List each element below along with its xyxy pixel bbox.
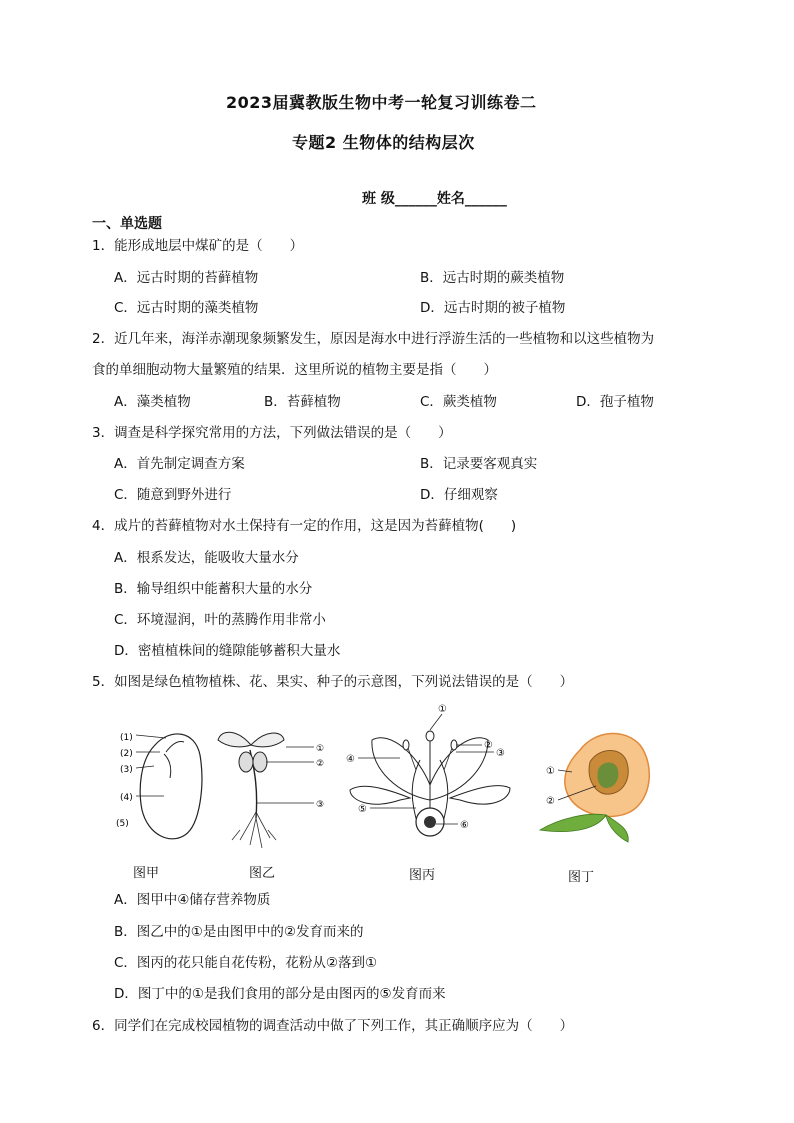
question-1-option-d: D．远古时期的被子植物	[420, 300, 566, 316]
seed-diagram	[116, 733, 202, 839]
question-1-option-b: B．远古时期的蕨类植物	[420, 270, 565, 286]
svg-text:②: ②	[546, 796, 555, 807]
svg-text:(4): (4)	[120, 793, 133, 803]
question-5-figure	[100, 700, 660, 860]
page-title: 2023届冀教版生物中考一轮复习训练卷二	[226, 93, 537, 112]
class-name-line: 班 级______姓名______	[362, 191, 507, 207]
question-5-stem: 5．如图是绿色植物植株、花、果实、种子的示意图，下列说法错误的是（ ）	[92, 674, 574, 690]
question-1-option-c: C．远古时期的藻类植物	[114, 300, 259, 316]
svg-text:①: ①	[316, 744, 325, 754]
svg-text:(2): (2)	[120, 749, 133, 759]
svg-text:③: ③	[496, 748, 505, 759]
question-5-option-a: A．图甲中④储存营养物质	[114, 892, 271, 908]
svg-text:(3): (3)	[120, 765, 133, 775]
question-4-stem: 4．成片的苔藓植物对水土保持有一定的作用，这是因为苔藓植物( )	[92, 518, 517, 534]
question-4-option-c: C．环境湿润，叶的蒸腾作用非常小	[114, 612, 326, 628]
question-3-option-c: C．随意到野外进行	[114, 487, 232, 503]
question-2-option-c: C．蕨类植物	[420, 394, 497, 410]
figure-label-yi: 图乙	[249, 866, 276, 881]
question-6-stem: 6．同学们在完成校园植物的调查活动中做了下列工作，其正确顺序应为（ ）	[92, 1018, 574, 1034]
svg-text:①: ①	[438, 704, 447, 715]
question-3-option-d: D．仔细观察	[420, 487, 498, 503]
figure-label-ding: 图丁	[568, 870, 595, 885]
question-3-stem: 3．调查是科学探究常用的方法，下列做法错误的是（ ）	[92, 425, 452, 441]
svg-text:①: ①	[546, 766, 555, 777]
question-4-option-b: B．输导组织中能蓄积大量的水分	[114, 581, 313, 597]
question-2-option-d: D．孢子植物	[576, 394, 654, 410]
question-2-option-b: B．苔藓植物	[264, 394, 341, 410]
svg-text:(5): (5)	[116, 819, 129, 829]
question-3-option-a: A．首先制定调查方案	[114, 456, 245, 472]
question-4-option-d: D．密植植株间的缝隙能够蓄积大量水	[114, 643, 341, 659]
svg-text:⑤: ⑤	[358, 804, 367, 815]
question-2-stem-line1: 2．近几年来，海洋赤潮现象频繁发生，原因是海水中进行浮游生活的一些植物和以这些植物为	[92, 331, 655, 347]
question-1-stem: 1．能形成地层中煤矿的是（ ）	[92, 238, 304, 254]
svg-text:(1): (1)	[120, 733, 133, 743]
figure-label-bing: 图丙	[409, 868, 436, 883]
svg-text:③: ③	[316, 800, 325, 810]
question-5-option-c: C．图丙的花只能自花传粉，花粉从②落到①	[114, 955, 378, 971]
svg-text:④: ④	[346, 754, 355, 765]
question-5-option-b: B．图乙中的①是由图甲中的②发育而来的	[114, 924, 364, 940]
figure-label-jia: 图甲	[133, 866, 160, 881]
svg-text:⑥: ⑥	[460, 820, 469, 831]
question-2-stem-line2: 食的单细胞动物大量繁殖的结果．这里所说的植物主要是指（ ）	[92, 362, 497, 378]
section-title: 一、单选题	[92, 216, 162, 232]
question-1-option-a: A．远古时期的苔藓植物	[114, 270, 259, 286]
seedling-diagram	[218, 732, 324, 848]
svg-text:②: ②	[316, 759, 325, 769]
svg-text:②: ②	[484, 740, 493, 751]
question-5-option-d: D．图丁中的①是我们食用的部分是由图丙的⑤发育而来	[114, 986, 446, 1002]
question-3-option-b: B．记录要客观真实	[420, 456, 538, 472]
flower-diagram	[346, 704, 510, 836]
question-4-option-a: A．根系发达，能吸收大量水分	[114, 550, 299, 566]
question-2-option-a: A．藻类植物	[114, 394, 191, 410]
peach-fruit-diagram	[540, 734, 649, 842]
page-subtitle: 专题2 生物体的结构层次	[292, 133, 475, 152]
